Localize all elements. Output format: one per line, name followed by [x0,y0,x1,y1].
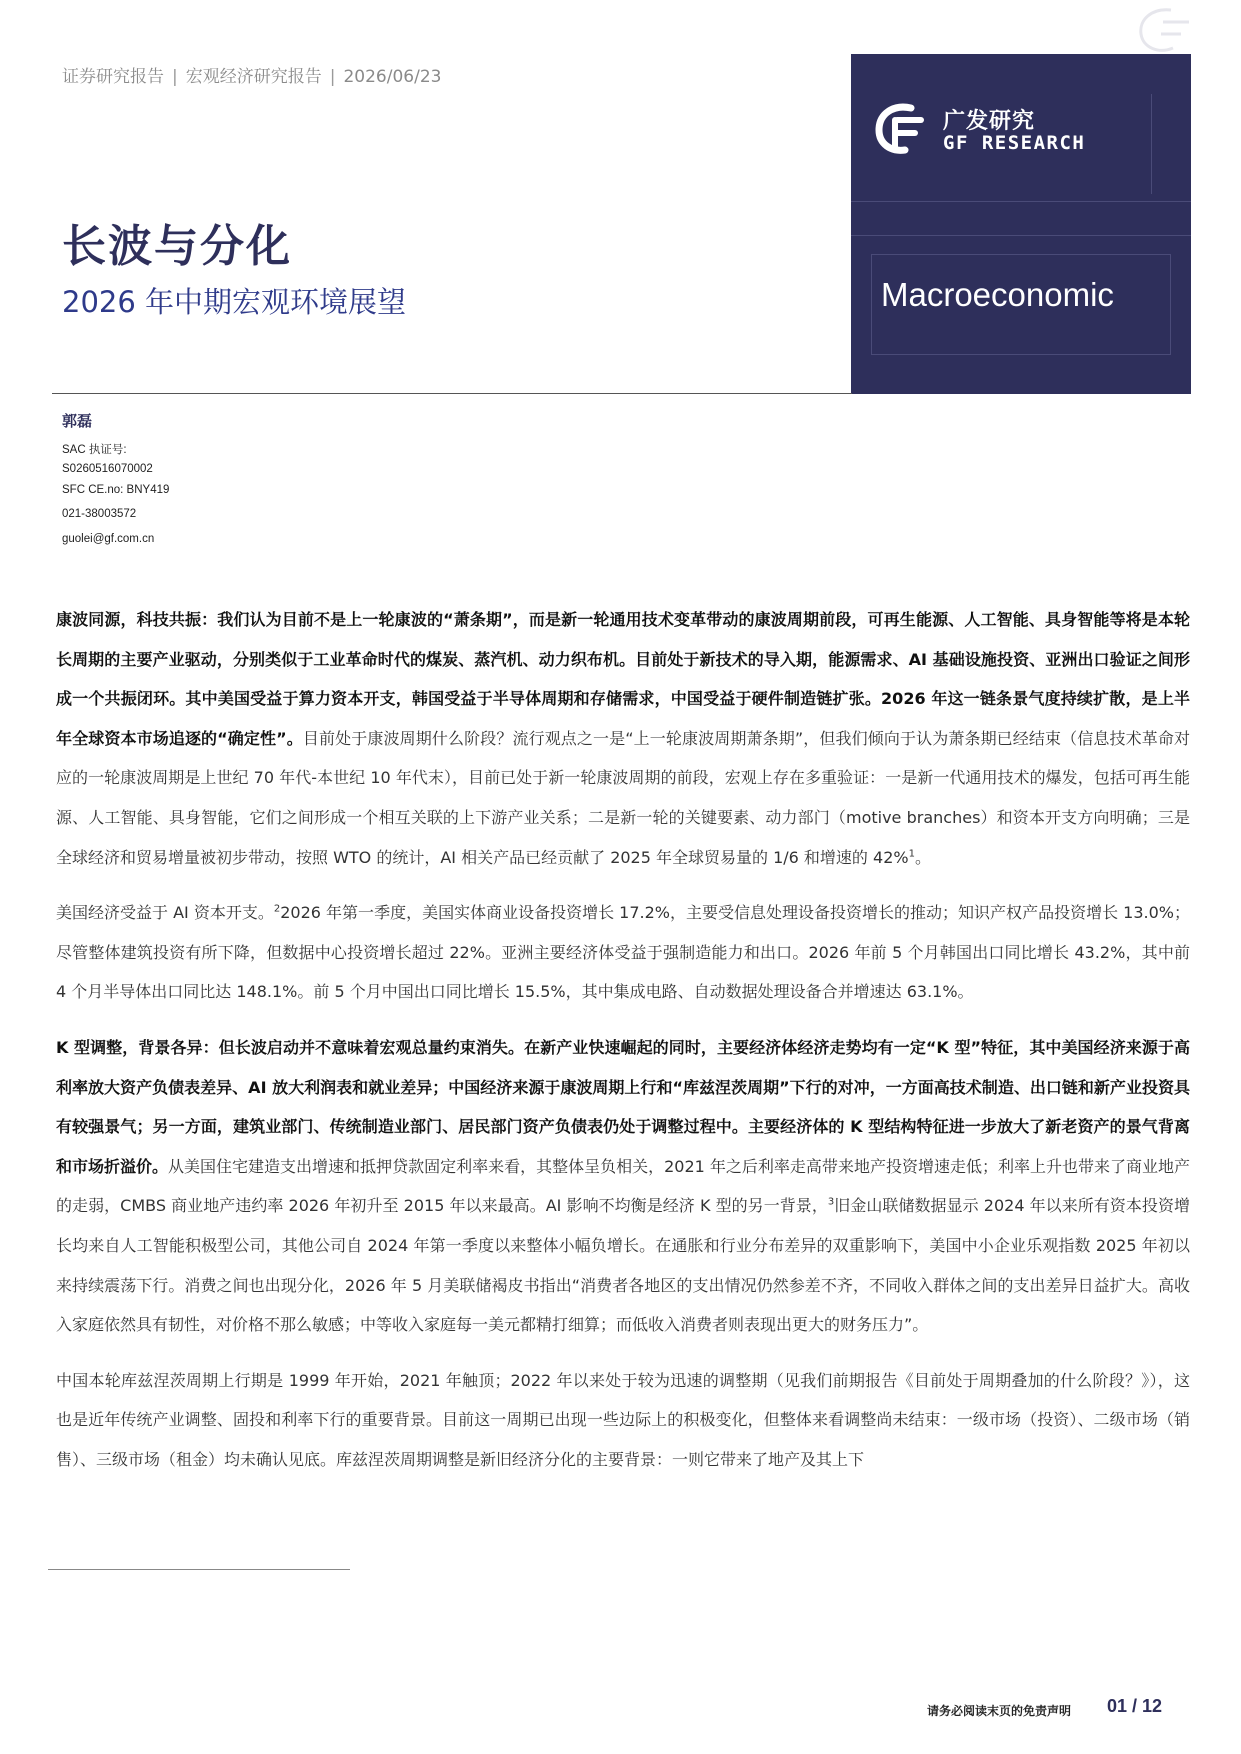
paragraph-lead: 康波同源，科技共振：我们认为目前不是上一轮康波的“萧条期”，而是新一轮通用技术变革带动的康波周期前段，可再生能源、人工智能、具身智能等将是本轮长周期的主要产业驱动，分别类似于工业革命时代的煤炭、蒸汽机、动力织布机。目前处于新技术的导入期，能源需求、AI 基础设施投资、亚洲出口验证之间形成一个共振闭环。其中美国受益于算力资本开支，韩国受益于半导体周期和存储需求，中国受益于硬件制造链扩张。2026 年这一链条景气度持续扩散，是上半年全球资本市场追逐的“确定性”。 [56,610,1190,748]
analyst-name: 郭磊 [62,412,93,430]
footnote-ref[interactable]: 2 [273,903,281,915]
paragraph-lead: K 型调整，背景各异：但长波启动并不意味着宏观总量约束消失。在新产业快速崛起的同时，主要经济体经济走势均有一定“K 型”特征，其中美国经济来源于高利率放大资产负债表差异、AI 放大利润表和就业差异；中国经济来源于康波周期上行和“库兹涅茨周期”下行的对冲，一方面高技术制造、出口链和新产业投资具有较强景气；另一方面，建筑业部门、传统制造业部门、居民部门资产负债表仍处于调整过程中。主要经济体的 K 型结构特征进一步放大了新老资产的景气背离和市场折溢价。 [56,1037,1190,1176]
brand-panel [851,54,1191,394]
analyst-sac-label: SAC 执证号: [62,444,127,456]
paragraph-text: 旧金山联储数据显示 2024 年以来所有资本投资增长均来自人工智能积极型公司，其他公司自 2024 年第一季度以来整体小幅负增长。在通胀和行业分布差异的双重影响下，美国中小企业乐观指数 2025 年初以来持续震荡下行。消费之间也出现分化，2026 年 5 月美联储褐皮书指出“消费者各地区的支出情况仍然参差不齐，不同收入群体之间的支出差异日益扩大。高收入家庭依然具有韧性，对价格不那么敏感；中等收入家庭每一美元都精打细算；而低收入消费者则表现出更大的财务压力”。 [56,1196,1190,1335]
report-category-label: Macroeconomic [881,276,1114,313]
brand-name-cn: 广发研究 [943,109,1036,134]
paragraph-end: 。 [914,847,931,867]
analyst-sfc-number: SFC CE.no: BNY419 [62,484,170,496]
watermark-logo-icon [1123,2,1201,60]
brand-name-en: GF RESEARCH [943,132,1086,154]
analyst-sac-number: S0260516070002 [62,463,153,475]
separator: | [172,67,178,87]
paragraph-kondratiev [56,600,1190,877]
footnote-ref[interactable]: 1 [908,848,915,860]
paragraph-kuznets [56,1361,1190,1480]
analyst-email[interactable]: guolei@gf.com.cn [62,533,155,545]
report-subtype: 宏观经济研究报告 [185,67,322,87]
footnote-divider [48,1569,350,1570]
page-subtitle: 2026 年中期宏观环境展望 [62,285,407,319]
footnote-ref[interactable]: 3 [827,1196,835,1208]
paragraph-text: 中国本轮库兹涅茨周期上行期是 1999 年开始，2021 年触顶；2022 年以来处于较为迅速的调整期（见我们前期报告《目前处于周期叠加的什么阶段？》），这也是近年传统产业调整、固投和利率下行的重要背景。目前这一周期已出现一些边际上的积极变化，但整体来看调整尚未结束：一级市场（投资）、二级市场（销售）、三级市场（租金）均未确认见底。库兹涅茨周期调整是新旧经济分化的主要背景：一则它带来了地产及其上下 [56,1370,1190,1469]
analyst-phone: 021-38003572 [62,508,137,520]
paragraph-text: 2026 年第一季度，美国实体商业设备投资增长 17.2%，主要受信息处理设备投资增长的推动；知识产权产品投资增长 13.0%；尽管整体建筑投资有所下降，但数据中心投资增长超过 22%。亚洲主要经济体受益于强制造能力和出口。2026 年前 5 个月韩国出口同比增长 43.2%，其中前 4 个月半导体出口同比达 148.1%。前 5 个月中国出口同比增长 15.5%，其中集成电路、自动数据处理设备合并增速达 63.1%。 [56,903,1190,1002]
report-type: 证券研究报告 [62,67,164,87]
separator: | [329,67,336,87]
page-number: 01 / 12 [1107,1696,1163,1716]
paragraph-text: 目前处于康波周期什么阶段？流行观点之一是“上一轮康波周期萧条期”，但我们倾向于认为萧条期已经结束（信息技术革命对应的一轮康波周期是上世纪 70 年代-本世纪 10 年代末），目前已处于新一轮康波周期的前段，宏观上存在多重验证：一是新一代通用技术的爆发，包括可再生能源、人工智能、具身智能，它们之间形成一个相互关联的上下游产业关系；二是新一轮的关键要素、动力部门（motive branches）和资本开支方向明确；三是全球经济和贸易增量被初步带动，按照 WTO 的统计，AI 相关产品已经贡献了 2025 年全球贸易量的 1/6 和增速的 42% [56,728,1190,867]
paragraph-k-shape [56,1028,1190,1345]
gf-logo-icon [871,100,927,156]
paragraph-text: 美国经济受益于 AI 资本开支。 [56,903,274,923]
report-category-line [62,62,441,87]
paragraph-us-ai-capex [56,893,1190,1012]
paragraph-text: 从美国住宅建造支出增速和抵押贷款固定利率来看，其整体呈负相关，2021 年之后利率走高带来地产投资增速走低；利率上升也带来了商业地产的走弱，CMBS 商业地产违约率 2026 年初升至 2015 年以来最高。AI 影响不均衡是经济 K 型的另一背景， [56,1156,1190,1216]
report-date: 2026/06/23 [343,67,442,87]
disclaimer-note: 请务必阅读末页的免责声明 [927,1704,1072,1718]
page-title: 长波与分化 [62,221,292,272]
title-divider [52,393,852,394]
report-body [56,600,1190,1495]
